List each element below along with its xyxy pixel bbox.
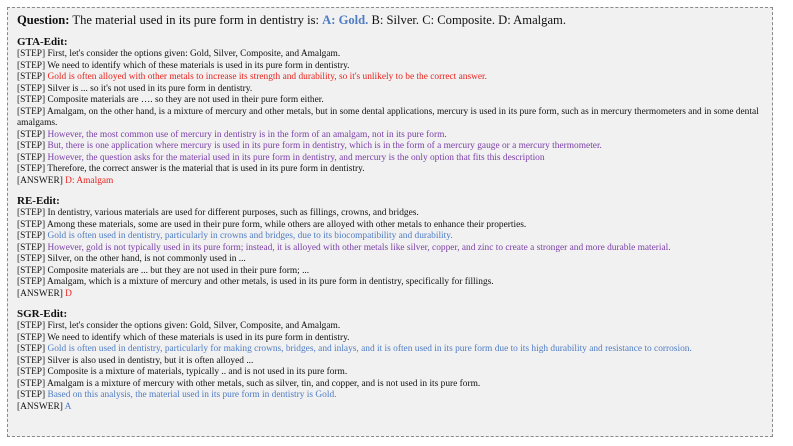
step-tag: [STEP] bbox=[17, 72, 46, 82]
step-text: Amalgam, on the other hand, is a mixture of mercury and other metals, but in some dental applications, mercury is used in its pure form, such as in mercury thermometers and in some dental amalgams. bbox=[17, 106, 759, 128]
example-panel bbox=[7, 7, 773, 437]
step-line bbox=[17, 130, 762, 142]
step-text: Amalgam, which is a mixture of mercury and other metals, is used in its pure form in dentistry, specifically for fillings. bbox=[45, 277, 494, 287]
step-tag: [STEP] bbox=[17, 321, 46, 331]
step-tag: [STEP] bbox=[17, 219, 46, 230]
step-line bbox=[17, 231, 762, 243]
step-tag: [STEP] bbox=[17, 277, 46, 287]
step-text: First, let's consider the options given: Gold, Silver, Composite, and Amalgam. bbox=[45, 321, 341, 331]
step-line bbox=[17, 266, 762, 278]
step-tag: [STEP] bbox=[17, 355, 46, 366]
step-tag: [STEP] bbox=[17, 95, 46, 105]
answer-line bbox=[17, 402, 762, 414]
step-line bbox=[17, 61, 762, 73]
step-tag: [ANSWER] bbox=[17, 401, 63, 412]
question-stem: The material used in its pure form in dentistry is: bbox=[69, 13, 323, 27]
step-line bbox=[17, 254, 762, 266]
step-line bbox=[17, 107, 762, 130]
section-title: GTA-Edit: bbox=[17, 36, 68, 48]
step-line bbox=[17, 321, 762, 333]
step-tag: [ANSWER] bbox=[17, 288, 63, 299]
step-text: A bbox=[62, 401, 72, 412]
step-line bbox=[17, 390, 762, 402]
step-tag: [STEP] bbox=[17, 242, 46, 253]
step-text: Therefore, the correct answer is the material that is used in its pure form in dentistry. bbox=[45, 164, 365, 174]
step-line bbox=[17, 95, 762, 107]
step-text: Silver, on the other hand, is not commonly used in ... bbox=[45, 254, 246, 264]
step-text: Composite is a mixture of materials, typically .. and is not used in its pure form. bbox=[45, 367, 348, 377]
step-text: However, gold is not typically used in its pure form; instead, it is alloyed with other metals like silver, copper, and zinc to create a stronger and more durable material. bbox=[45, 242, 671, 253]
step-text: In dentistry, various materials are used for different purposes, such as fillings, crowns, and bridges. bbox=[45, 208, 419, 218]
step-tag: [STEP] bbox=[17, 49, 46, 59]
step-line bbox=[17, 164, 762, 176]
step-line bbox=[17, 379, 762, 391]
section-title: SGR-Edit: bbox=[17, 308, 68, 320]
step-line bbox=[17, 367, 762, 379]
step-text: Composite materials are ... but they are not used in their pure form; ... bbox=[45, 265, 310, 276]
step-text: Silver is also used in dentistry, but it is often alloyed ... bbox=[45, 355, 254, 366]
step-line bbox=[17, 49, 762, 61]
step-tag: [STEP] bbox=[17, 129, 46, 140]
step-line bbox=[17, 72, 762, 84]
step-text: Based on this analysis, the material used in its pure form in dentistry is Gold. bbox=[45, 390, 337, 400]
step-tag: [STEP] bbox=[17, 344, 46, 354]
section-gta-edit bbox=[17, 36, 762, 187]
answer-line bbox=[17, 176, 762, 188]
step-text: First, let's consider the options given: Gold, Silver, Composite, and Amalgam. bbox=[45, 49, 341, 59]
step-line bbox=[17, 356, 762, 368]
question-correct-option: A: Gold. bbox=[322, 13, 369, 27]
question-other-options: B: Silver. C: Composite. D: Amalgam. bbox=[368, 13, 566, 27]
section-sgr-edit bbox=[17, 308, 762, 413]
section-re-edit bbox=[17, 195, 762, 300]
step-line bbox=[17, 153, 762, 165]
step-text: D: Amalgam bbox=[62, 175, 114, 186]
step-tag: [STEP] bbox=[17, 83, 46, 94]
edit-sections bbox=[17, 36, 762, 413]
step-text: Gold is often used in dentistry, particularly in crowns and bridges, due to its biocompatibility and durability. bbox=[45, 231, 453, 241]
step-text: But, there is one application where mercury is used in its pure form in dentistry, which is in the form of a mercury gauge or a mercury thermometer. bbox=[45, 141, 602, 151]
step-text: However, the most common use of mercury in dentistry is in the form of an amalgam, not in its pure form. bbox=[45, 129, 447, 140]
step-line bbox=[17, 333, 762, 345]
step-text: D bbox=[62, 288, 72, 299]
step-tag: [STEP] bbox=[17, 164, 46, 174]
step-text: We need to identify which of these materials is used in its pure form in dentistry. bbox=[45, 60, 350, 71]
step-tag: [STEP] bbox=[17, 265, 46, 276]
step-line bbox=[17, 141, 762, 153]
question-label: Question: bbox=[17, 13, 70, 27]
step-text: Composite materials are …. so they are not used in their pure form either. bbox=[45, 95, 324, 105]
step-text: Among these materials, some are used in their pure form, while others are alloyed with other metals to enhance their properties. bbox=[45, 219, 527, 230]
step-tag: [STEP] bbox=[17, 152, 46, 163]
step-text: Amalgam is a mixture of mercury with other metals, such as silver, tin, and copper, and is not used in its pure form. bbox=[45, 378, 481, 389]
step-line bbox=[17, 243, 762, 255]
step-tag: [STEP] bbox=[17, 106, 46, 117]
step-line bbox=[17, 220, 762, 232]
step-tag: [STEP] bbox=[17, 378, 46, 389]
step-tag: [STEP] bbox=[17, 254, 46, 264]
step-line bbox=[17, 208, 762, 220]
step-tag: [STEP] bbox=[17, 208, 46, 218]
step-text: Gold is often alloyed with other metals to increase its strength and durability, so it's unlikely to be the correct answer. bbox=[45, 72, 487, 82]
step-line bbox=[17, 277, 762, 289]
section-title: RE-Edit: bbox=[17, 195, 60, 207]
step-tag: [STEP] bbox=[17, 367, 46, 377]
step-line bbox=[17, 84, 762, 96]
step-tag: [ANSWER] bbox=[17, 175, 63, 186]
step-tag: [STEP] bbox=[17, 231, 46, 241]
step-tag: [STEP] bbox=[17, 141, 46, 151]
step-tag: [STEP] bbox=[17, 60, 46, 71]
step-text: Gold is often used in dentistry, particularly for making crowns, bridges, and inlays, and it is often used in its pure form due to its high durability and resistance to corrosion. bbox=[45, 344, 692, 354]
answer-line bbox=[17, 289, 762, 301]
step-text: We need to identify which of these materials is used in its pure form in dentistry. bbox=[45, 332, 350, 343]
step-tag: [STEP] bbox=[17, 332, 46, 343]
step-line bbox=[17, 344, 762, 356]
question bbox=[17, 12, 762, 28]
step-tag: [STEP] bbox=[17, 390, 46, 400]
step-text: However, the question asks for the material used in its pure form in dentistry, and mercury is the only option that fits this description bbox=[45, 152, 545, 163]
step-text: Silver is ... so it's not used in its pure form in dentistry. bbox=[45, 83, 253, 94]
